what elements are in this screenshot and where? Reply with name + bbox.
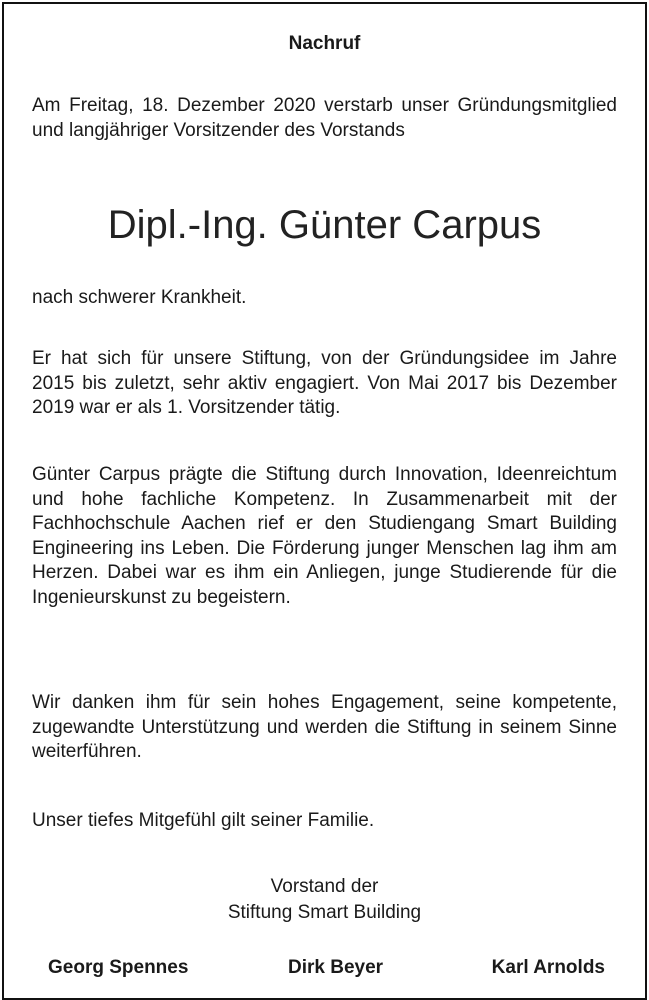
cause-paragraph: nach schwerer Krankheit. <box>32 287 247 308</box>
signatory-name: Dirk Beyer <box>288 957 384 978</box>
deceased-name: Dipl.-Ing. Günter Carpus <box>107 203 542 247</box>
engagement-paragraph: Er hat sich für unsere Stiftung, von der Gründungsidee im Jahre 2015 bis zuletzt, sehr aktiv engagiert. Von Mai 2017 bis Dezember 2019 war er als 1. Vorsitzender tätig. <box>32 348 617 418</box>
thanks-paragraph: Wir danken ihm für sein hohes Engagement, seine kompetente, zugewandte Unterstützung und werden die Stiftung in seinem Sinne weiterführen. <box>32 692 617 762</box>
signatories <box>32 955 617 981</box>
signoff-block <box>32 874 617 926</box>
signatory-name: Karl Arnolds <box>491 957 605 978</box>
signoff-line-foundation: Stiftung Smart Building <box>227 902 422 923</box>
signatory-name: Georg Spennes <box>48 957 189 978</box>
intro-paragraph: Am Freitag, 18. Dezember 2020 verstarb unser Gründungsmitglied und langjähriger Vorsitzender des Vorstands <box>32 95 617 141</box>
sympathy-paragraph: Unser tiefes Mitgefühl gilt seiner Familie. <box>32 810 375 831</box>
obituary-frame <box>2 2 647 1000</box>
innovation-paragraph: Günter Carpus prägte die Stiftung durch Innovation, Ideenreichtum und hohe fachliche Kompetenz. In Zusammenarbeit mit der Fachhochschule Aachen rief er den Studiengang Smart Building Engineering ins Leben. Die Förderung junger Menschen lag ihm am Herzen. Dabei war es ihm ein Anliegen, junge Studierende für die Ingenieurskunst zu begeistern. <box>32 464 617 608</box>
signoff-line-board: Vorstand der <box>270 876 379 897</box>
obituary-heading: Nachruf <box>288 33 361 54</box>
